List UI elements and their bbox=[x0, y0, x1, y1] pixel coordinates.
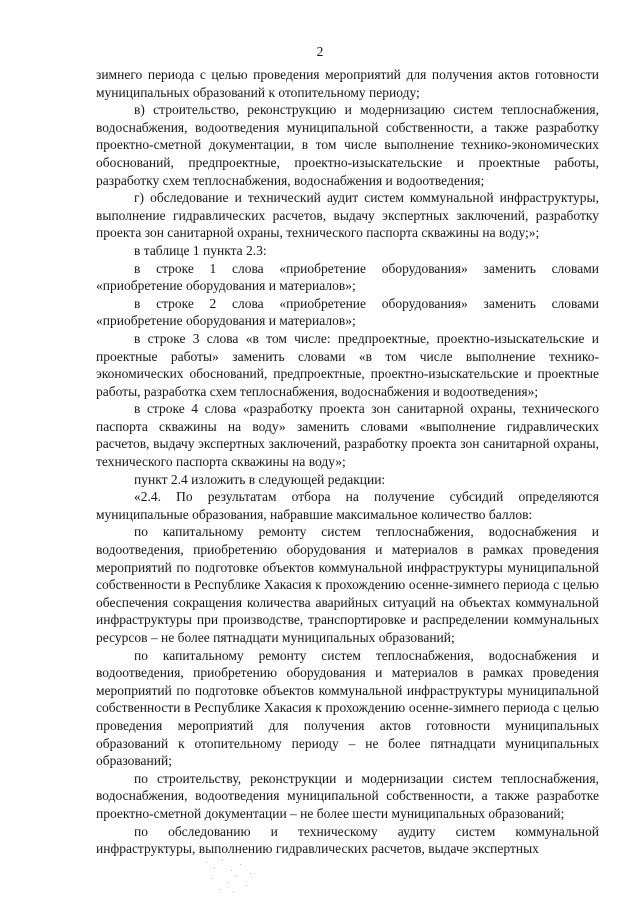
paragraph: по капитальному ремонту систем теплоснабжения, водоснабжения и водоотведения, приобретению оборудования и материалов в рамках проведения мероприятий по подготовке объектов коммунальной инфраструктуры муниципальной собственности в Республике Хакасия к прохождению осенне-зимнего периода с целью обеспечения сокращения количества аварийных ситуаций на объектах коммунальной инфраструктуры при производстве, транспортировке и распределении коммунальных ресурсов – не более пятнадцати муниципальных образований; bbox=[96, 524, 599, 645]
paragraph: «2.4. По результатам отбора на получение субсидий определяются муниципальные образования, набравшие максимальное количество баллов: bbox=[96, 489, 599, 522]
paragraph: зимнего периода с целью проведения мероприятий для получения актов готовности муниципальных образований к отопительному периоду; bbox=[96, 67, 599, 100]
paragraph: пункт 2.4 изложить в следующей редакции: bbox=[134, 471, 386, 487]
document-body bbox=[96, 66, 599, 858]
paragraph: в) строительство, реконструкцию и модернизацию систем теплоснабжения, водоснабжения, водоотведения муниципальной собственности, а также разработку проектно-сметной документации, в том числе выполнение технико-экономических обоснований, предпроектные, проектно-изыскательские и проектные работы, разработку схем теплоснабжения, водоснабжения и водоотведения; bbox=[96, 102, 599, 188]
page-number: 2 bbox=[316, 44, 324, 59]
paragraph: в строке 2 слова «приобретение оборудования» заменить словами «приобретение оборудования и материалов»; bbox=[96, 295, 599, 329]
paragraph: в строке 3 слова «в том числе: предпроектные, проектно-изыскательские и проектные работы» заменить словами «в том числе выполнение технико-экономических обоснований, предпроектные, проектно-изыскательские и проектные работы, разработка схем теплоснабжения, водоснабжения и водоотведения»; bbox=[96, 330, 599, 399]
paragraph: в строке 4 слова «разработку проекта зон санитарной охраны, технического паспорта скважины на воду» заменить словами «выполнение гидравлических расчетов, выдачу экспертных заключений, разработку проекта зон санитарной охраны, технического паспорта скважины на воду»; bbox=[96, 401, 599, 470]
paragraph: по капитальному ремонту систем теплоснабжения, водоснабжения и водоотведения, приобретению оборудования и материалов в рамках проведения мероприятий по подготовке объектов коммунальной инфраструктуры муниципальной собственности в Республике Хакасия к прохождению осенне-зимнего периода с целью проведения мероприятий для получения актов готовности муниципальных образований к отопительному периоду – не более пятнадцати муниципальных образований; bbox=[96, 647, 599, 769]
paragraph: по строительству, реконструкции и модернизации систем теплоснабжения, водоснабжения, водоотведения муниципальной собственности, а также разработке проектно-сметной документации – не более шести муниципальных образований; bbox=[96, 770, 599, 821]
paragraph: по обследованию и техническому аудиту систем коммунальной инфраструктуры, выполнению гидравлических расчетов, выдаче экспертных bbox=[96, 823, 599, 857]
paragraph: г) обследование и технический аудит систем коммунальной инфраструктуры, выполнение гидравлических расчетов, выдачу экспертных заключений, разработку проекта зон санитарной охраны, технического паспорта скважины на воду;»; bbox=[96, 190, 599, 241]
paragraph: в таблице 1 пункта 2.3: bbox=[134, 242, 267, 258]
paragraph: в строке 1 слова «приобретение оборудования» заменить словами «приобретение оборудования и материалов»; bbox=[96, 260, 599, 294]
scan-noise-speckles bbox=[200, 858, 260, 898]
